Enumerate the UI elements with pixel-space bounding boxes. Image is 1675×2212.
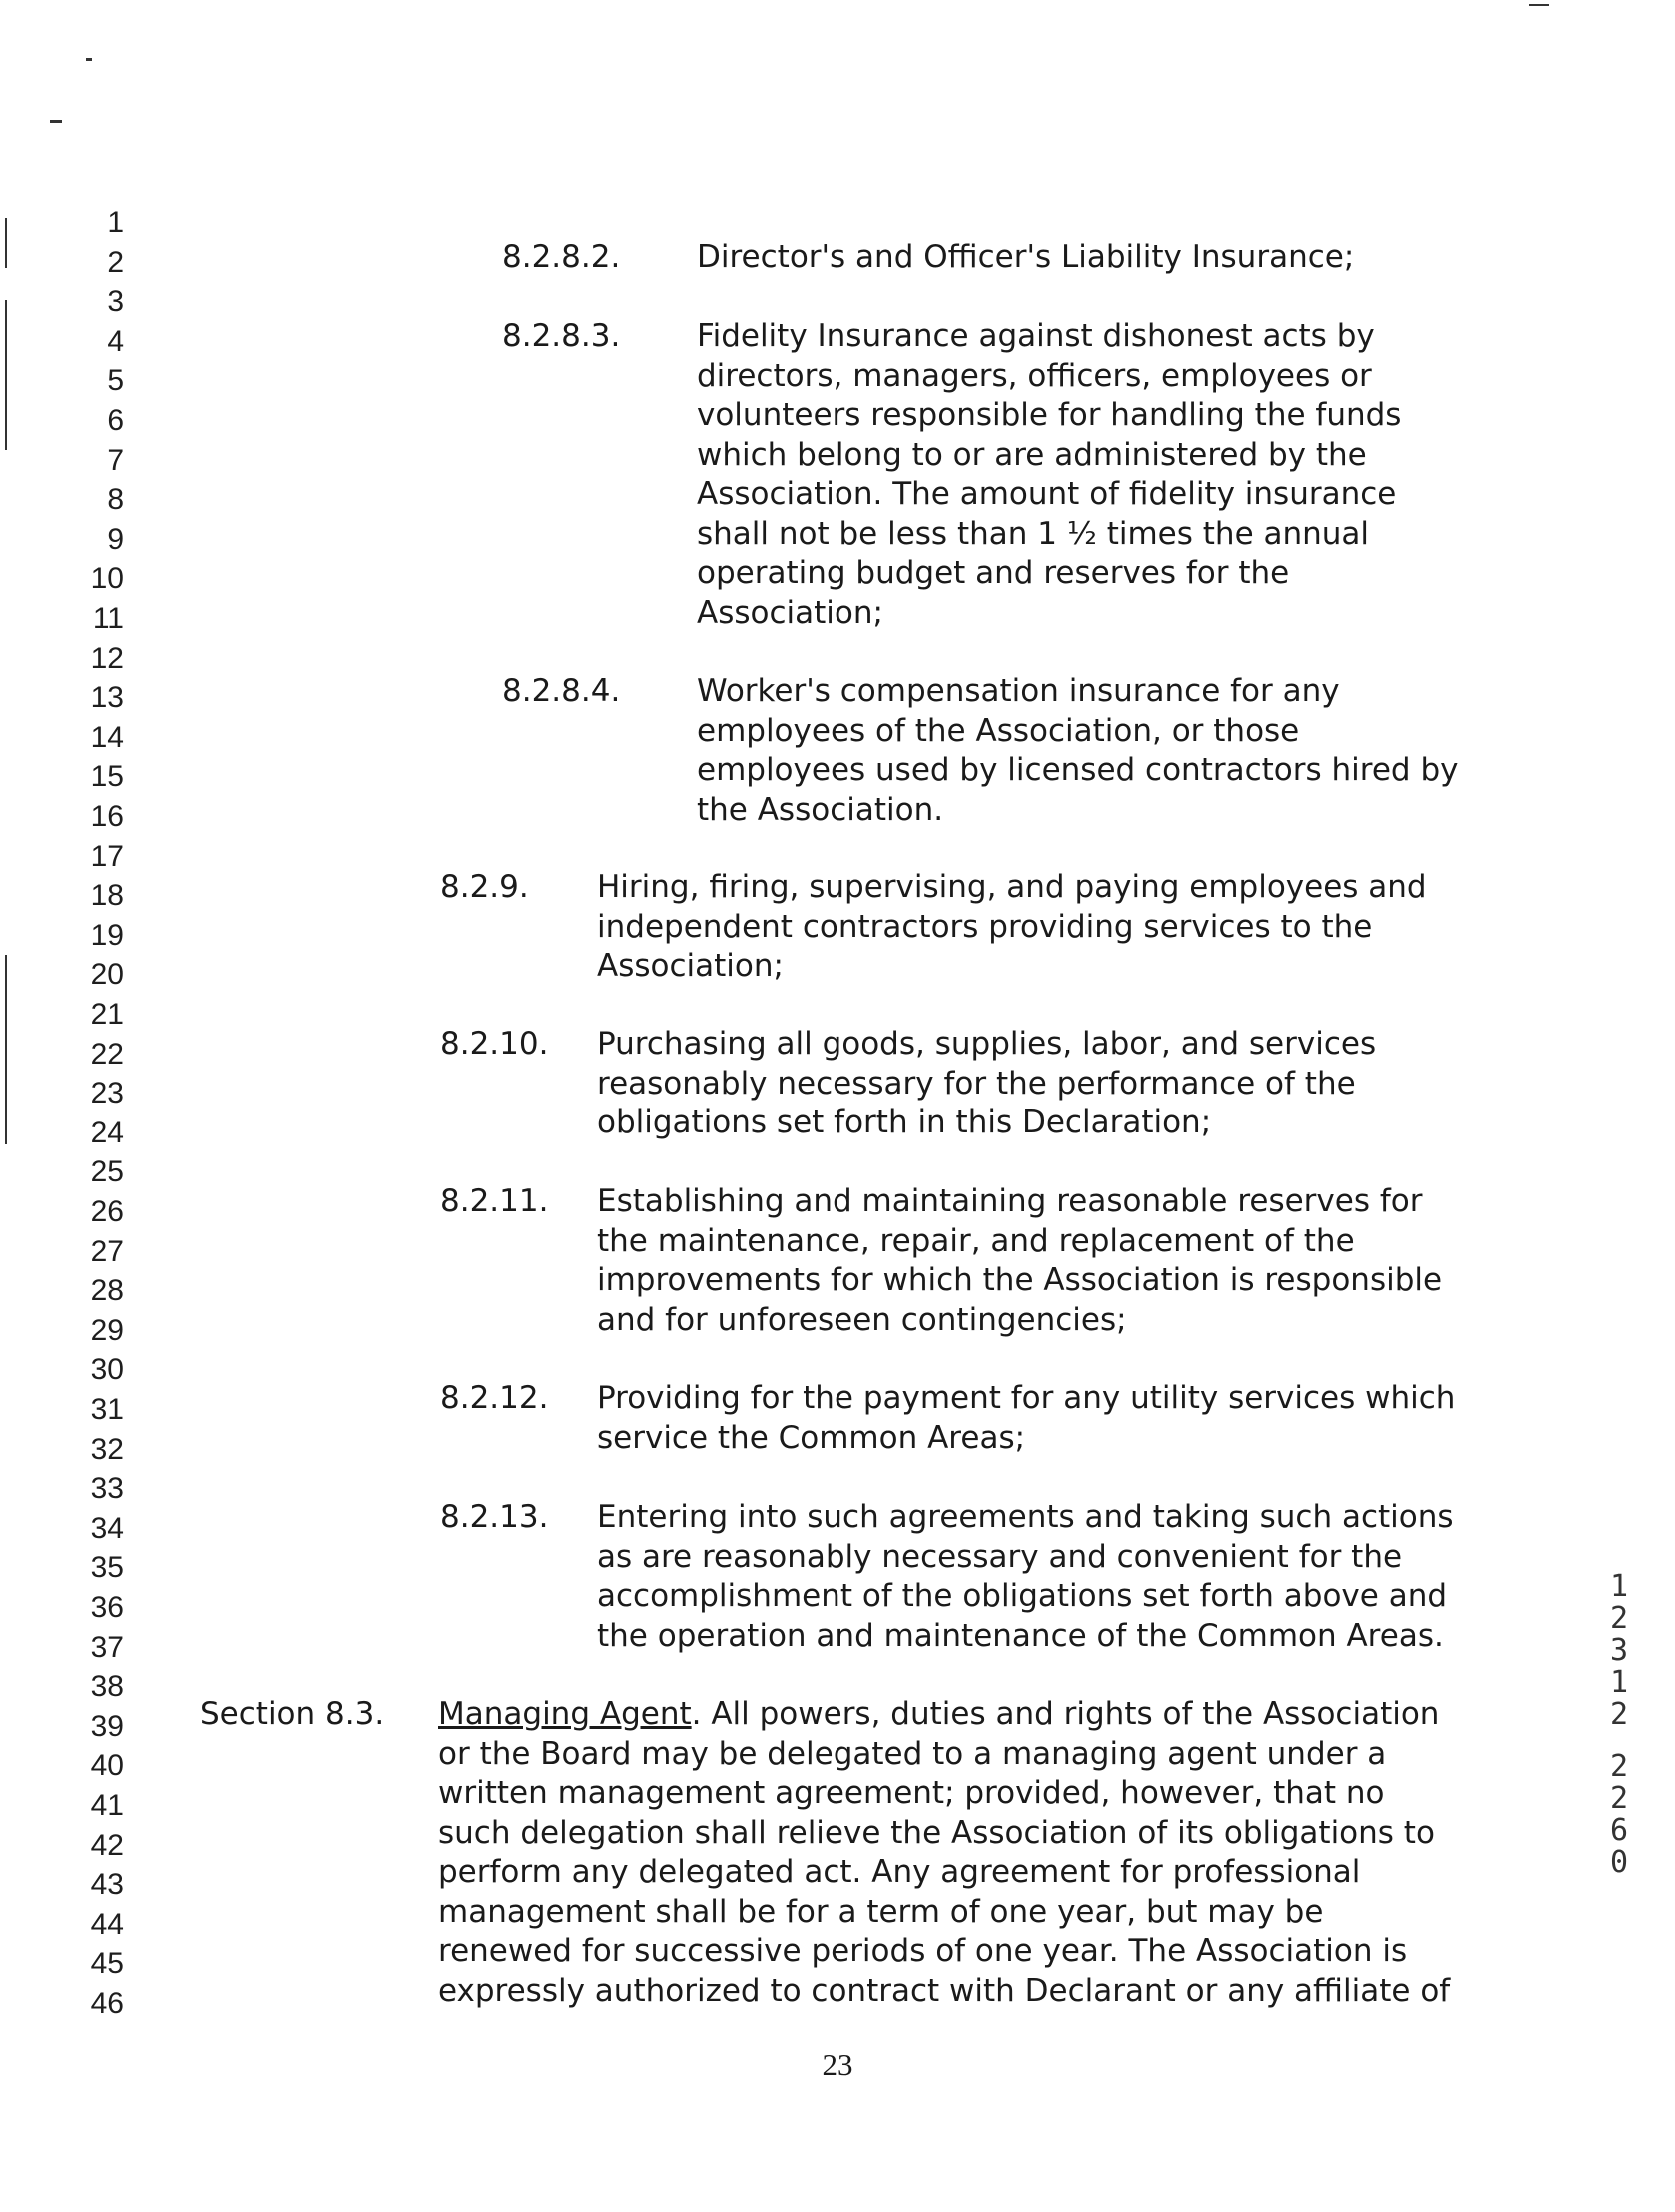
- line-number: 20: [90, 958, 124, 992]
- scan-artifact: [5, 955, 7, 1144]
- line-number: 6: [107, 404, 124, 437]
- line-number: 29: [90, 1313, 124, 1347]
- item-text: [597, 1025, 1486, 1143]
- line-number: 17: [90, 839, 124, 873]
- item-text: [597, 868, 1486, 987]
- line-number: 5: [107, 364, 124, 398]
- text-line: operating budget and reserves for the: [697, 555, 1290, 591]
- text-line: written management agreement; provided, however, that no: [438, 1775, 1385, 1811]
- text-line: Hiring, firing, supervising, and paying employees and: [597, 869, 1427, 905]
- line-number: 34: [90, 1511, 124, 1545]
- line-number: 32: [90, 1432, 124, 1466]
- stamp-digit: 1: [1609, 1569, 1629, 1604]
- text-line: Purchasing all goods, supplies, labor, and services: [597, 1026, 1377, 1062]
- line-number: 3: [107, 285, 124, 319]
- item-number: 8.2.8.4.: [502, 673, 621, 709]
- item-text: [697, 672, 1486, 830]
- item-number: 8.2.10.: [440, 1026, 549, 1062]
- line-number: 19: [90, 918, 124, 952]
- line-number: 37: [90, 1630, 124, 1664]
- text-line: such delegation shall relieve the Association of its obligations to: [438, 1814, 1435, 1851]
- line-number: 7: [107, 443, 124, 477]
- text-line: employees used by licensed contractors hired by: [697, 752, 1459, 788]
- line-number: 18: [90, 879, 124, 913]
- line-number: 21: [90, 998, 124, 1031]
- text-line: Establishing and maintaining reasonable reserves for: [597, 1183, 1423, 1219]
- text-line: the maintenance, repair, and replacement of the: [597, 1222, 1355, 1259]
- text-line: shall not be less than 1 ½ times the annual: [697, 515, 1370, 552]
- item-number: 8.2.13.: [440, 1499, 549, 1535]
- scan-artifact: [5, 300, 7, 450]
- line-number: 46: [90, 1987, 124, 2020]
- text-line: Association. The amount of fidelity insurance: [697, 476, 1397, 512]
- stamp-digit: 3: [1609, 1633, 1629, 1668]
- text-line: Director's and Officer's Liability Insurance;: [697, 239, 1355, 275]
- item-number: 8.2.9.: [440, 869, 529, 905]
- stamp-digit: 6: [1609, 1813, 1629, 1848]
- text-line: perform any delegated act. Any agreement for professional: [438, 1854, 1361, 1890]
- text-line: Association;: [597, 948, 784, 984]
- line-number: 28: [90, 1274, 124, 1308]
- stamp-digit: 2: [1609, 1697, 1629, 1732]
- text-line: expressly authorized to contract with Declarant or any affiliate of: [438, 1972, 1451, 2009]
- text-line: Association;: [697, 594, 883, 631]
- item-number: 8.2.12.: [440, 1380, 549, 1416]
- line-number: 41: [90, 1789, 124, 1822]
- line-number: 15: [90, 760, 124, 794]
- text-line: Providing for the payment for any utility services which: [597, 1380, 1456, 1416]
- text-line: independent contractors providing services to the: [597, 908, 1373, 945]
- line-number: 14: [90, 720, 124, 754]
- text-line: accomplishment of the obligations set forth above and: [597, 1578, 1448, 1614]
- line-number: 22: [90, 1037, 124, 1071]
- line-number: 25: [90, 1155, 124, 1189]
- text-line: as are reasonably necessary and convenient for the: [597, 1538, 1403, 1575]
- item-text: [597, 1379, 1486, 1458]
- section-first-line: . All powers, duties and rights of the Association: [691, 1696, 1440, 1732]
- page-number: 23: [822, 2047, 853, 2082]
- stamp-digit: 1: [1609, 1665, 1629, 1700]
- item-number: 8.2.8.3.: [502, 318, 621, 354]
- text-line: [438, 1695, 1487, 1735]
- line-number: 31: [90, 1393, 124, 1426]
- line-number: 9: [107, 522, 124, 556]
- item-text: [597, 1498, 1486, 1656]
- line-number: 2: [107, 245, 124, 279]
- stamp-gap: [1599, 1731, 1639, 1751]
- line-number: 26: [90, 1195, 124, 1228]
- text-line: Entering into such agreements and taking such actions: [597, 1499, 1454, 1535]
- text-line: improvements for which the Association is responsible: [597, 1262, 1443, 1298]
- text-line: volunteers responsible for handling the funds: [697, 397, 1402, 433]
- line-number: 36: [90, 1591, 124, 1624]
- line-number: 13: [90, 681, 124, 715]
- line-number: 10: [90, 562, 124, 596]
- text-line: or the Board may be delegated to a managing agent under a: [438, 1735, 1387, 1772]
- scan-artifact: [5, 218, 7, 268]
- text-line: Worker's compensation insurance for any: [697, 673, 1340, 709]
- stamp-digit: 2: [1609, 1781, 1629, 1816]
- line-number: 23: [90, 1077, 124, 1110]
- item-number: 8.2.11.: [440, 1183, 549, 1219]
- text-line: which belong to or are administered by the: [697, 436, 1367, 473]
- text-line: and for unforeseen contingencies;: [597, 1301, 1127, 1338]
- line-number: 27: [90, 1234, 124, 1268]
- line-number: 11: [92, 602, 124, 635]
- item-number: 8.2.8.2.: [502, 239, 621, 275]
- item-text: [697, 238, 1486, 278]
- text-line: management shall be for a term of one year, but may be: [438, 1893, 1324, 1930]
- line-number: 42: [90, 1828, 124, 1862]
- recording-stamp: [1599, 1571, 1639, 1879]
- line-number: 16: [90, 800, 124, 833]
- line-number: 8: [107, 483, 124, 517]
- line-number: 38: [90, 1670, 124, 1704]
- line-number: 39: [90, 1709, 124, 1743]
- line-number: 12: [90, 641, 124, 675]
- line-number: 44: [90, 1907, 124, 1941]
- stamp-digit: 2: [1609, 1749, 1629, 1784]
- line-number: 40: [90, 1749, 124, 1783]
- item-text: [597, 1182, 1486, 1340]
- line-number: 24: [90, 1115, 124, 1149]
- scan-artifact: [1529, 4, 1549, 6]
- text-line: obligations set forth in this Declaration;: [597, 1105, 1212, 1140]
- section-text: [438, 1695, 1487, 2011]
- line-number: 4: [107, 324, 124, 358]
- text-line: reasonably necessary for the performance of the: [597, 1065, 1356, 1102]
- text-line: service the Common Areas;: [597, 1419, 1026, 1456]
- stamp-digit: 0: [1609, 1845, 1629, 1880]
- item-text: [697, 317, 1486, 633]
- text-line: directors, managers, officers, employees or: [697, 357, 1372, 394]
- line-number: 45: [90, 1947, 124, 1981]
- line-number: 33: [90, 1472, 124, 1506]
- line-number: 35: [90, 1551, 124, 1585]
- text-line: Fidelity Insurance against dishonest acts by: [697, 318, 1375, 354]
- text-line: the Association.: [697, 791, 944, 828]
- scan-artifact: [50, 120, 62, 123]
- section-heading: Managing Agent: [438, 1696, 692, 1732]
- line-number: 30: [90, 1353, 124, 1387]
- line-number: 1: [107, 206, 124, 239]
- stamp-digit: 2: [1609, 1601, 1629, 1636]
- scan-artifact: [86, 58, 92, 61]
- text-line: renewed for successive periods of one year. The Association is: [438, 1933, 1408, 1969]
- line-number: 43: [90, 1868, 124, 1902]
- text-line: employees of the Association, or those: [697, 712, 1300, 749]
- section-label: Section 8.3.: [200, 1696, 385, 1732]
- text-line: the operation and maintenance of the Common Areas.: [597, 1617, 1444, 1654]
